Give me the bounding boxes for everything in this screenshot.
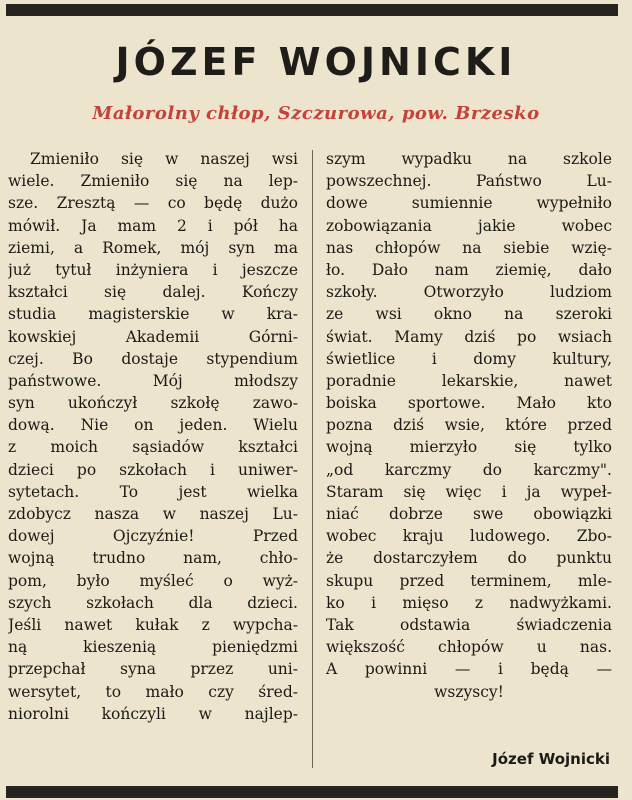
text-line: kowskiej Akademii Górni-: [8, 327, 298, 346]
text-line: kształci się dalej. Kończy: [8, 283, 298, 302]
text-line: zobowiązania jakie wobec: [326, 216, 612, 235]
text-line: wersytet, to mało czy śred-: [8, 682, 298, 701]
text-line: że dostarczyłem do punktu: [326, 549, 612, 568]
text-line: niorolni kończyli w najlep-: [8, 704, 298, 723]
text-line: świat. Mamy dziś po wsiach: [326, 327, 612, 346]
text-line: „od karczmy do karczmy".: [326, 460, 612, 479]
text-line: sze. Zresztą — co będę dużo: [8, 194, 298, 213]
text-line: dowej Ojczyźnie! Przed: [8, 527, 298, 546]
text-line: wszyscy!: [434, 682, 504, 701]
text-line: szych szkołach dla dzieci.: [8, 593, 298, 612]
article-title: JÓZEF WOJNICKI: [115, 40, 517, 84]
column-divider: [312, 150, 313, 768]
top-rule: [6, 4, 618, 16]
text-line: ko i mięso z nadwyżkami.: [326, 593, 612, 612]
text-line: boiska sportowe. Mało kto: [326, 394, 612, 413]
text-line: Zmieniło się w naszej wsi: [30, 150, 298, 168]
text-line: Jeśli nawet kułak z wypcha-: [8, 615, 298, 634]
text-line: studia magisterskie w kra-: [8, 305, 298, 324]
text-line: dową. Nie on jeden. Wielu: [8, 416, 298, 435]
text-line: nas chłopów na siebie wzię-: [326, 238, 612, 257]
text-line: pozna dziś wsie, które przed: [326, 416, 612, 435]
text-line: A powinni — i będą —: [326, 660, 612, 679]
text-line: większość chłopów u nas.: [326, 638, 612, 657]
text-line: wiele. Zmieniło się na lep-: [8, 172, 298, 191]
author-signature: Józef Wojnicki: [492, 750, 610, 768]
text-line: państwowe. Mój młodszy: [8, 371, 298, 390]
text-line: ną kieszenią pieniędzmi: [8, 638, 298, 657]
text-line: przepchał syna przez uni-: [8, 660, 298, 679]
text-line: wojną mierzyło się tylko: [326, 438, 612, 457]
text-line: szym wypadku na szkole: [326, 150, 612, 168]
text-line: ziemi, a Romek, mój syn ma: [8, 238, 298, 257]
text-line: powszechnej. Państwo Lu-: [326, 172, 612, 191]
left-column: [8, 148, 298, 725]
text-line: ło. Dało nam ziemię, dało: [326, 260, 612, 279]
text-line: czej. Bo dostaje stypendium: [8, 349, 298, 368]
text-line: wojną trudno nam, chło-: [8, 549, 298, 568]
text-line: szkoły. Otworzyło ludziom: [326, 283, 612, 302]
text-line: dzieci po szkołach i uniwer-: [8, 460, 298, 479]
text-line: sytetach. To jest wielka: [8, 482, 298, 501]
text-line: pom, było myśleć o wyż-: [8, 571, 298, 590]
text-line: zdobycz nasza w naszej Lu-: [8, 505, 298, 523]
text-line: mówił. Ja mam 2 i pół ha: [8, 216, 298, 235]
text-line: poradnie lekarskie, nawet: [326, 371, 612, 390]
text-line: Staram się więc i ja wypeł-: [326, 482, 612, 501]
text-line: już tytuł inżyniera i jeszcze: [8, 260, 298, 279]
text-line: dowe sumiennie wypełniło: [326, 194, 612, 213]
text-line: skupu przed terminem, mle-: [326, 571, 612, 590]
right-column: [326, 148, 612, 703]
text-line: świetlice i domy kultury,: [326, 349, 612, 368]
text-line: Tak odstawia świadczenia: [326, 615, 612, 634]
text-line: niać dobrze swe obowiązki: [326, 505, 612, 523]
text-line: z moich sąsiadów kształci: [8, 438, 298, 457]
text-line: ze wsi okno na szeroki: [326, 305, 612, 324]
text-line: syn ukończył szkołę zawo-: [8, 394, 298, 413]
bottom-rule: [6, 786, 618, 798]
article-subtitle: Małorolny chłop, Szczurowa, pow. Brzesko: [92, 103, 540, 124]
text-line: wobec kraju ludowego. Zbo-: [326, 527, 612, 546]
